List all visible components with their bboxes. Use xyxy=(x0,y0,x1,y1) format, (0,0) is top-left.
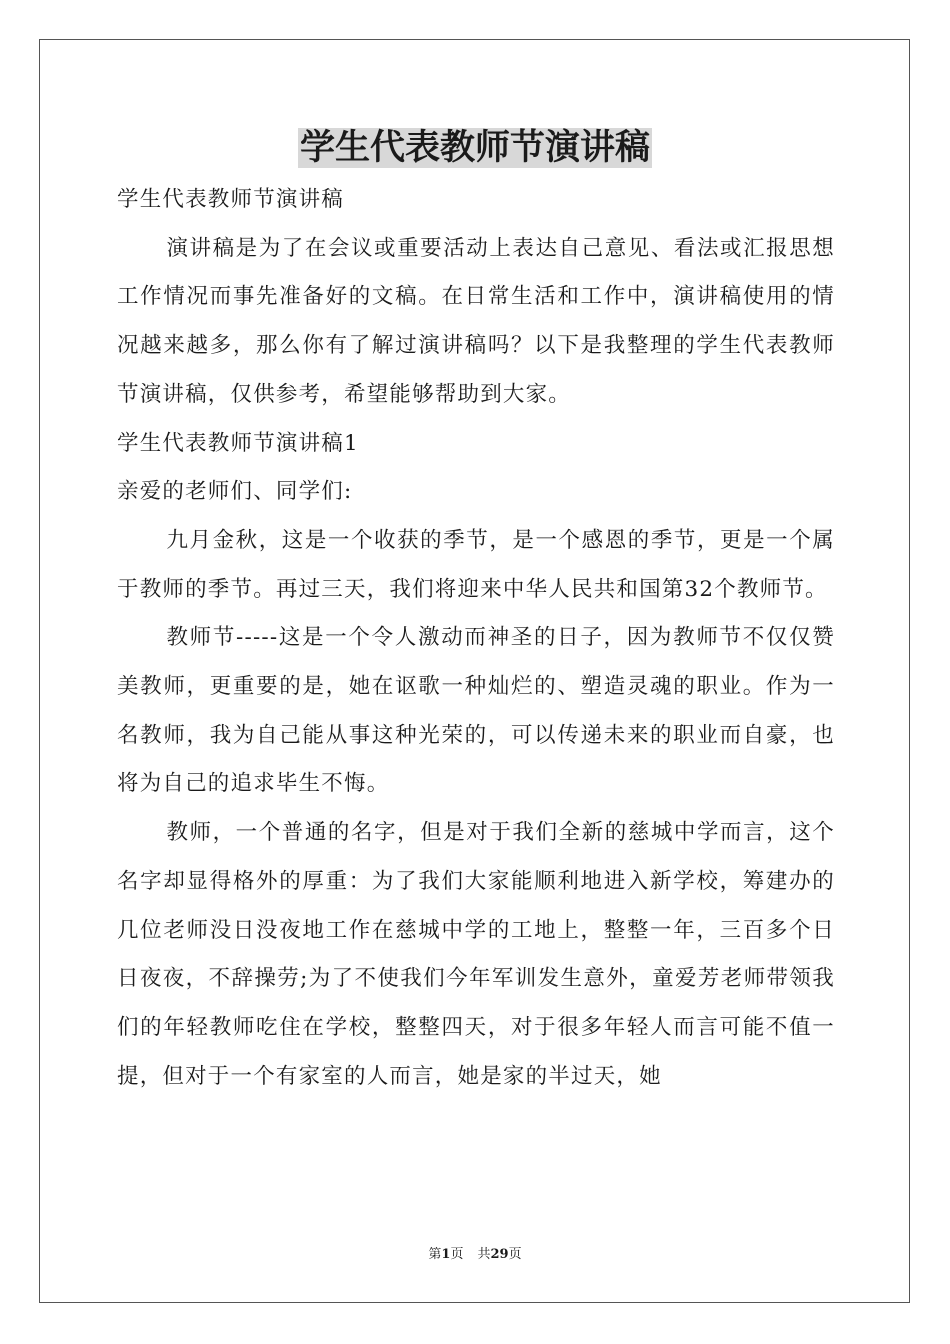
document-body xyxy=(117,176,835,1101)
paragraph-body-1: 九月金秋，这是一个收获的季节，是一个感恩的季节，更是一个属于教师的季节。再过三天，我们将迎来中华人民共和国第32个教师节。 xyxy=(117,527,835,602)
paragraph-section-heading: 学生代表教师节演讲稿1 xyxy=(117,430,359,456)
paragraph-body-3: 教师，一个普通的名字，但是对于我们全新的慈城中学而言，这个名字却显得格外的厚重：为了我们大家能顺利地进入新学校，筹建办的几位老师没日没夜地工作在慈城中学的工地上，整整一年，三百多个日日夜夜，不辞操劳;为了不使我们今年军训发生意外，童爱芳老师带领我们的年轻教师吃住在学校，整整四天，对于很多年轻人而言可能不值一提，但对于一个有家室的人而言，她是家的半过天，她 xyxy=(117,820,835,1089)
paragraph-salutation: 亲爱的老师们、同学们: xyxy=(117,479,353,505)
page-suffix: 页 xyxy=(450,1247,464,1262)
paragraph-subtitle: 学生代表教师节演讲稿 xyxy=(117,187,345,212)
document-title xyxy=(0,124,950,172)
page-footer xyxy=(0,1246,950,1264)
page-prefix: 第 xyxy=(428,1247,442,1262)
page-number: 1 xyxy=(441,1247,451,1262)
paragraph-body-2: 教师节-----这是一个令人激动而神圣的日子，因为教师节不仅仅赞美教师，更重要的是，她在讴歌一种灿烂的、塑造灵魂的职业。作为一名教师，我为自己能从事这种光荣的，可以传递未来的职业而自豪，也将为自己的追求毕生不悔。 xyxy=(117,625,835,797)
total-prefix: 共 xyxy=(477,1247,491,1262)
total-pages: 29 xyxy=(490,1247,509,1262)
paragraph-intro: 演讲稿是为了在会议或重要活动上表达自己意见、看法或汇报思想工作情况而事先准备好的文稿。在日常生活和工作中，演讲稿使用的情况越来越多，那么你有了解过演讲稿吗？以下是我整理的学生代表教师节演讲稿，仅供参考，希望能够帮助到大家。 xyxy=(117,235,835,407)
total-suffix: 页 xyxy=(508,1247,522,1262)
document-title-text: 学生代表教师节演讲稿 xyxy=(299,128,650,168)
